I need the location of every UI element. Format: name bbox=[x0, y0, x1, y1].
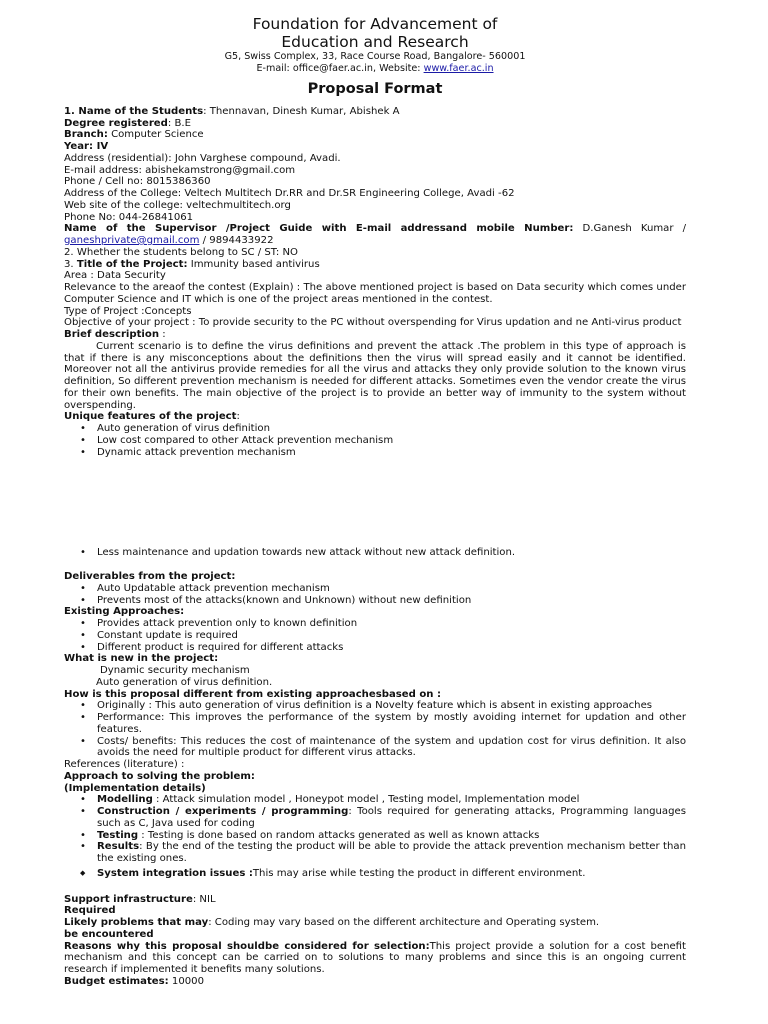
email-line: E-mail address: abishekamstrong@gmail.com bbox=[64, 164, 296, 176]
whats-new-label: What is new in the project: bbox=[64, 653, 219, 665]
brief-colon: : bbox=[159, 329, 166, 340]
encountered-label: be encountered bbox=[64, 928, 154, 940]
org-name-line2: Education and Research bbox=[281, 33, 469, 51]
list-item: • Auto generation of virus definition bbox=[97, 423, 686, 435]
approach-subheading bbox=[64, 783, 686, 795]
area-line: Area : Data Security bbox=[64, 270, 166, 282]
list-item bbox=[97, 868, 686, 880]
students-num: 1 bbox=[64, 105, 72, 117]
support-line bbox=[64, 894, 686, 906]
deliverables-list bbox=[64, 583, 686, 607]
blank-space bbox=[64, 880, 686, 894]
supervisor-contact bbox=[64, 235, 686, 247]
supervisor-value: D.Ganesh Kumar / bbox=[573, 223, 686, 235]
support-value: : NIL bbox=[192, 893, 216, 905]
existing-heading bbox=[64, 606, 686, 618]
deliverables-heading bbox=[64, 571, 686, 583]
college-website: Web site of the college: veltechmultitech.org bbox=[64, 199, 291, 211]
reasons-paragraph bbox=[64, 941, 686, 976]
list-item: • Low cost compared to other Attack prevention mechanism bbox=[97, 435, 686, 447]
branch-value: Computer Science bbox=[107, 129, 204, 141]
page-title: Proposal Format bbox=[307, 81, 443, 97]
year-line bbox=[64, 141, 686, 153]
branch-label: Branch: bbox=[64, 129, 108, 141]
degree-label: Degree registered bbox=[64, 117, 168, 129]
students-line bbox=[64, 106, 686, 118]
integration-label: System integration issues : bbox=[97, 867, 253, 879]
budget-value: 10000 bbox=[168, 975, 205, 987]
support-label: Support infrastructure bbox=[64, 893, 193, 905]
different-list bbox=[64, 700, 686, 759]
list-item: • Prevents most of the attacks(known and Unknown) without new definition bbox=[97, 595, 686, 607]
residential-address: Address (residential): John Varghese compound, Avadi. bbox=[64, 152, 341, 164]
whats-new-line1: Dynamic security mechanism bbox=[100, 665, 250, 676]
list-item: • Different product is required for different attacks bbox=[97, 642, 686, 654]
type-of-project: Type of Project :Concepts bbox=[64, 305, 192, 317]
budget-label: Budget estimates: bbox=[64, 975, 169, 987]
org-name-line1: Foundation for Advancement of bbox=[252, 15, 498, 33]
list-item: • Constant update is required bbox=[97, 630, 686, 642]
reasons-text: This project provide a solution for a cost benefit mechanism and this concept can be carried on to solutions to many problems and since this is an ongoing current research if implemented it benefits many solutions. bbox=[64, 940, 686, 975]
brief-label: Brief description bbox=[64, 329, 160, 340]
brief-text: Current scenario is to define the virus definitions and prevent the attack .The problem in this type of approach is that if there is any misconceptions about the definitions then the virus will spread easily and it cannot be identified. Moreover not all the antivirus provide remedies for all the virus and attacks they only provide solution to the known virus definition, So different prevention mechanism is needed for different attacks. Sometimes even the vendor create the virus for their own benefits. The main objective of the project is to provide an better way of immunity to the system without overspending. bbox=[64, 340, 686, 411]
degree-value: : B.E bbox=[167, 117, 191, 129]
problems-label: Likely problems that may bbox=[64, 917, 209, 928]
approach-label: Approach to solving the problem: bbox=[64, 770, 255, 782]
required-label: Required bbox=[64, 905, 116, 917]
brief-heading bbox=[64, 329, 686, 341]
project-title-num: 3. bbox=[64, 258, 77, 270]
item-text: : Tools required for generating attacks, Programming languages such as C, Java used for coding bbox=[97, 806, 686, 829]
integration-list bbox=[64, 868, 686, 880]
supervisor-label: Name of the Supervisor /Project Guide with E-mail addressand mobile Number: bbox=[64, 223, 574, 235]
branch-line bbox=[64, 129, 686, 141]
supervisor-line bbox=[64, 223, 686, 235]
org-address: G5, Swiss Complex, 33, Race Course Road, Bangalore- 560001 bbox=[224, 51, 526, 62]
item-text: : Attack simulation model , Honeypot model , Testing model, Implementation model bbox=[152, 794, 580, 806]
unique-features-extra bbox=[64, 547, 686, 559]
project-title-value: Immunity based antivirus bbox=[187, 258, 320, 270]
deliverables-label: Deliverables from the project: bbox=[64, 571, 236, 582]
org-contact bbox=[64, 63, 686, 75]
list-item bbox=[97, 830, 686, 842]
reasons-label: Reasons why this proposal shouldbe considered for selection: bbox=[64, 940, 430, 952]
project-title-line bbox=[64, 259, 686, 271]
existing-list bbox=[64, 618, 686, 653]
students-value: : Thennavan, Dinesh Kumar, Abishek A bbox=[203, 105, 400, 117]
supervisor-email-link[interactable]: ganeshprivate@gmail.com bbox=[64, 235, 200, 246]
approach-sublabel: (Implementation details) bbox=[64, 782, 206, 794]
list-item: • Provides attack prevention only to known definition bbox=[97, 618, 686, 630]
list-item: • Originally : This auto generation of virus definition is a Novelty feature which is absent in existing approaches bbox=[97, 700, 686, 712]
project-title-label: Title of the Project: bbox=[76, 258, 188, 270]
problems-value: : Coding may vary based on the different architecture and Operating system. bbox=[208, 917, 600, 928]
blank-space bbox=[64, 559, 686, 571]
references-line: References (literature) : bbox=[64, 759, 185, 770]
sc-st-line: 2. Whether the students belong to SC / ST: NO bbox=[64, 246, 298, 258]
proposal-document bbox=[64, 15, 686, 988]
college-phone: Phone No: 044-26841061 bbox=[64, 211, 194, 223]
budget-line bbox=[64, 976, 686, 988]
list-item: • Auto Updatable attack prevention mechanism bbox=[97, 583, 686, 595]
unique-heading bbox=[64, 411, 686, 423]
year-label: Year: IV bbox=[64, 141, 109, 152]
website-link[interactable]: www.faer.ac.in bbox=[423, 62, 494, 74]
different-heading bbox=[64, 689, 686, 701]
supervisor-mobile: / 9894433922 bbox=[199, 235, 274, 246]
org-email: E-mail: office@faer.ac.in, Website: bbox=[256, 62, 424, 74]
relevance-text: Relevance to the areaof the contest (Explain) : The above mentioned project is based on Data security which comes under Computer Science and IT which is one of the project areas mentioned in the contest. bbox=[64, 282, 686, 305]
existing-label: Existing Approaches: bbox=[64, 606, 185, 618]
whats-new-line2: Auto generation of virus definition. bbox=[96, 676, 273, 688]
unique-colon: : bbox=[236, 411, 240, 423]
problems-line bbox=[64, 917, 686, 929]
list-item: • Costs/ benefits: This reduces the cost of maintenance of the system and updation cost for virus definition. It also avoids the need for multiple product for different virus attacks. bbox=[97, 736, 686, 760]
item-label: Modelling bbox=[97, 794, 153, 806]
item-label: Construction / experiments / programming bbox=[97, 806, 349, 817]
degree-line bbox=[64, 118, 686, 130]
approach-list bbox=[64, 794, 686, 865]
whats-new-heading bbox=[64, 653, 686, 665]
item-label: Results bbox=[97, 841, 140, 853]
list-item bbox=[97, 841, 686, 865]
phone-line: Phone / Cell no: 8015386360 bbox=[64, 176, 211, 188]
approach-heading bbox=[64, 771, 686, 783]
integration-text: This may arise while testing the product in different environment. bbox=[252, 867, 586, 879]
unique-features-list bbox=[64, 423, 686, 458]
list-item: • Less maintenance and updation towards new attack without new attack definition. bbox=[97, 547, 686, 559]
blank-space bbox=[64, 458, 686, 547]
different-label: How is this proposal different from existing approachesbased on : bbox=[64, 688, 442, 700]
list-item: • Dynamic attack prevention mechanism bbox=[97, 447, 686, 459]
item-text: : Testing is done based on random attacks generated as well as known attacks bbox=[138, 829, 540, 841]
required-line bbox=[64, 905, 686, 917]
item-label: Testing bbox=[97, 829, 139, 841]
unique-label: Unique features of the project bbox=[64, 411, 237, 423]
objective-text: Objective of your project : To provide security to the PC without overspending for Virus updation and ne Anti-virus product bbox=[64, 317, 682, 329]
list-item: • Performance: This improves the performance of the system by mostly avoiding internet for updation and other features. bbox=[97, 712, 686, 736]
item-text: : By the end of the testing the product will be able to provide the attack prevention mechanism better than the existing ones. bbox=[97, 841, 686, 864]
college-address: Address of the College: Veltech Multitech Dr.RR and Dr.SR Engineering College, Avadi -62 bbox=[64, 188, 515, 199]
students-label: . Name of the Students bbox=[71, 105, 204, 117]
list-item bbox=[97, 806, 686, 830]
encountered-line bbox=[64, 929, 686, 941]
list-item bbox=[97, 794, 686, 806]
